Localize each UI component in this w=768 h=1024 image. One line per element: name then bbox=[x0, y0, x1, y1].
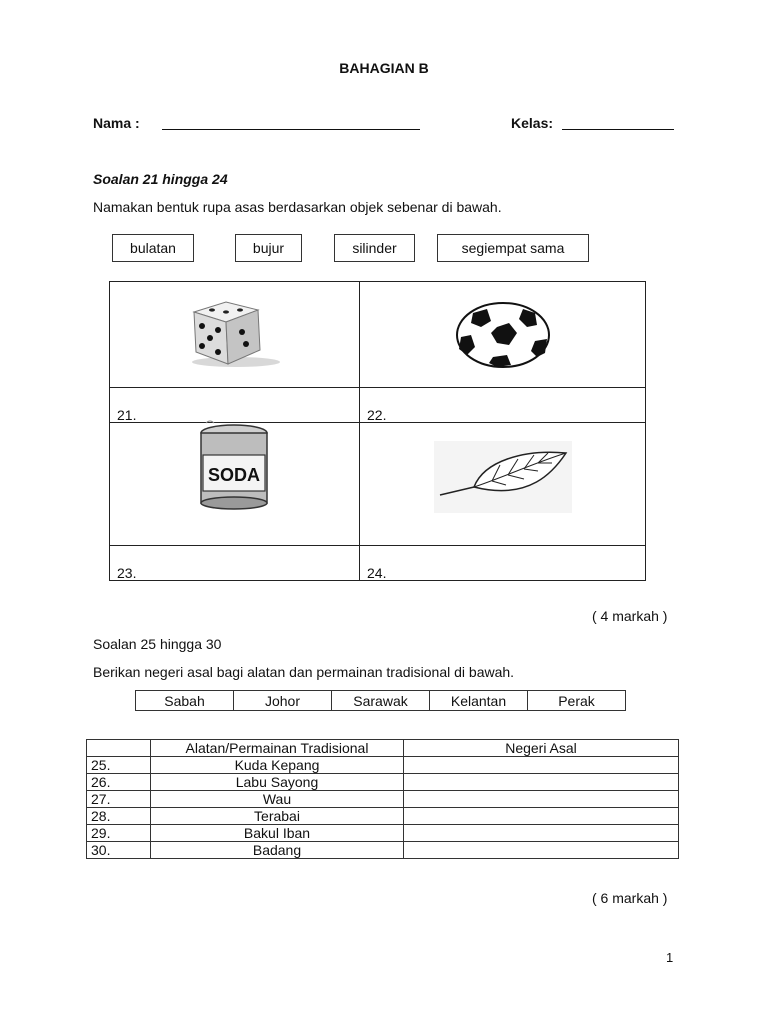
marks-section2: ( 6 markah ) bbox=[592, 890, 668, 906]
class-answer-line[interactable] bbox=[562, 129, 674, 130]
option-box-bulatan: bulatan bbox=[112, 234, 194, 262]
row-number: 26. bbox=[87, 774, 151, 791]
answer-table bbox=[86, 739, 679, 859]
option-kelantan: Kelantan bbox=[430, 691, 528, 711]
state-options-table bbox=[135, 690, 626, 711]
option-box-silinder: silinder bbox=[334, 234, 415, 262]
row-answer-cell[interactable] bbox=[404, 842, 679, 859]
table-row bbox=[87, 757, 679, 774]
question-number-24: 24. bbox=[367, 565, 387, 581]
table-row bbox=[87, 825, 679, 842]
row-item: Kuda Kepang bbox=[151, 757, 404, 774]
grid-divider bbox=[359, 281, 360, 581]
row-item: Bakul Iban bbox=[151, 825, 404, 842]
question-heading-21-24: Soalan 21 hingga 24 bbox=[93, 171, 228, 187]
can-label: SODA bbox=[207, 465, 261, 485]
question-number-21: 21. bbox=[117, 407, 137, 423]
marks-section1: ( 4 markah ) bbox=[592, 608, 668, 624]
row-number: 30. bbox=[87, 842, 151, 859]
option-sabah: Sabah bbox=[136, 691, 234, 711]
table-row bbox=[87, 774, 679, 791]
table-row bbox=[87, 808, 679, 825]
column-header-state: Negeri Asal bbox=[404, 740, 679, 757]
row-item: Terabai bbox=[151, 808, 404, 825]
instruction-21-24: Namakan bentuk rupa asas berdasarkan objek sebenar di bawah. bbox=[93, 199, 502, 215]
page-number: 1 bbox=[666, 950, 674, 965]
leaf-image bbox=[434, 441, 572, 513]
row-number: 29. bbox=[87, 825, 151, 842]
row-answer-cell[interactable] bbox=[404, 757, 679, 774]
row-answer-cell[interactable] bbox=[404, 808, 679, 825]
football-image bbox=[453, 301, 553, 369]
question-heading-25-30: Soalan 25 hingga 30 bbox=[93, 636, 222, 652]
name-label: Nama : bbox=[93, 115, 140, 131]
name-answer-line[interactable] bbox=[162, 129, 420, 130]
column-header-number bbox=[87, 740, 151, 757]
option-johor: Johor bbox=[234, 691, 332, 711]
dice-image bbox=[184, 296, 284, 368]
row-answer-cell[interactable] bbox=[404, 774, 679, 791]
row-item: Labu Sayong bbox=[151, 774, 404, 791]
option-box-segiempat-sama: segiempat sama bbox=[437, 234, 589, 262]
option-sarawak: Sarawak bbox=[332, 691, 430, 711]
soda-can-image bbox=[194, 419, 274, 511]
row-number: 27. bbox=[87, 791, 151, 808]
section-title: BAHAGIAN B bbox=[339, 60, 429, 76]
row-item: Wau bbox=[151, 791, 404, 808]
grid-line bbox=[109, 545, 646, 546]
option-box-bujur: bujur bbox=[235, 234, 302, 262]
column-header-item: Alatan/Permainan Tradisional bbox=[151, 740, 404, 757]
row-answer-cell[interactable] bbox=[404, 791, 679, 808]
row-answer-cell[interactable] bbox=[404, 825, 679, 842]
row-number: 28. bbox=[87, 808, 151, 825]
question-number-22: 22. bbox=[367, 407, 387, 423]
class-label: Kelas: bbox=[511, 115, 554, 131]
row-item: Badang bbox=[151, 842, 404, 859]
question-number-23: 23. bbox=[117, 565, 137, 581]
instruction-25-30: Berikan negeri asal bagi alatan dan permainan tradisional di bawah. bbox=[93, 664, 515, 680]
table-row bbox=[87, 791, 679, 808]
table-row bbox=[87, 842, 679, 859]
row-number: 25. bbox=[87, 757, 151, 774]
grid-line bbox=[109, 387, 646, 388]
option-perak: Perak bbox=[528, 691, 626, 711]
